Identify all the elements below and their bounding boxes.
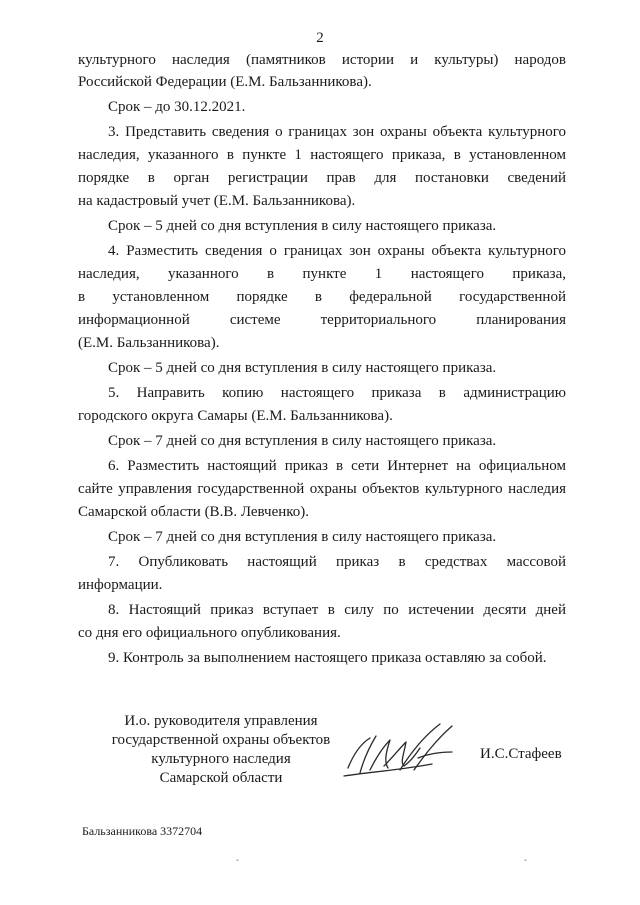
position-line: Самарской области	[159, 770, 283, 786]
text-line: на кадастровый учет (Е.М. Бальзанникова).	[78, 193, 356, 209]
scan-mark: ˘	[236, 858, 239, 868]
text-line: 5. Направить копию настоящего приказа в администрацию	[108, 385, 566, 401]
position-line: культурного наследия	[151, 751, 291, 767]
text-line: Российской Федерации (Е.М. Бальзанникова).	[78, 74, 372, 90]
text-line: 6. Разместить настоящий приказ в сети Интернет на официальном	[108, 458, 566, 474]
text-line: наследия, указанного в пункте 1 настоящего приказа, в установленном	[78, 147, 566, 163]
text-line: наследия, указанного в пункте 1 настоящего приказа,	[78, 266, 566, 282]
position-line: государственной охраны объектов	[111, 732, 331, 748]
page-number: 2	[316, 30, 324, 46]
text-line: культурного наследия (памятников истории и культуры) народов	[78, 52, 566, 68]
deadline-line: Срок – 5 дней со дня вступления в силу настоящего приказа.	[108, 218, 497, 234]
text-line: 4. Разместить сведения о границах зон охраны объекта культурного	[108, 243, 566, 259]
deadline-line: Срок – 5 дней со дня вступления в силу настоящего приказа.	[108, 360, 497, 376]
text-line: со дня его официального опубликования.	[78, 625, 341, 641]
text-line: информационной системе территориального планирования	[78, 312, 566, 328]
signatory-position	[80, 712, 362, 788]
scan-mark: ˘	[524, 858, 527, 868]
text-line: (Е.М. Бальзанникова).	[78, 335, 220, 351]
text-line: 7. Опубликовать настоящий приказ в средствах массовой	[108, 554, 566, 570]
handwritten-signature	[340, 718, 470, 788]
deadline-line: Срок – 7 дней со дня вступления в силу настоящего приказа.	[108, 433, 497, 449]
text-line: 9. Контроль за выполнением настоящего приказа оставляю за собой.	[108, 650, 547, 666]
text-line: Самарской области (В.В. Левченко).	[78, 504, 310, 520]
text-line: в установленном порядке в федеральной государственной	[78, 289, 566, 305]
deadline-line: Срок – 7 дней со дня вступления в силу настоящего приказа.	[108, 529, 497, 545]
text-line: 8. Настоящий приказ вступает в силу по истечении десяти дней	[108, 602, 566, 618]
text-line: информации.	[78, 577, 163, 593]
text-line: 3. Представить сведения о границах зон охраны объекта культурного	[108, 124, 566, 140]
deadline-line: Срок – до 30.12.2021.	[108, 99, 246, 115]
text-line: порядке в орган регистрации прав для постановки сведений	[78, 170, 566, 186]
text-line: городского округа Самары (Е.М. Бальзанникова).	[78, 408, 393, 424]
text-line: сайте управления государственной охраны объектов культурного наследия	[78, 481, 566, 497]
position-line: И.о. руководителя управления	[124, 713, 318, 729]
signer-name: И.С.Стафеев	[480, 746, 562, 762]
executor-note: Бальзанникова 3372704	[82, 824, 203, 838]
